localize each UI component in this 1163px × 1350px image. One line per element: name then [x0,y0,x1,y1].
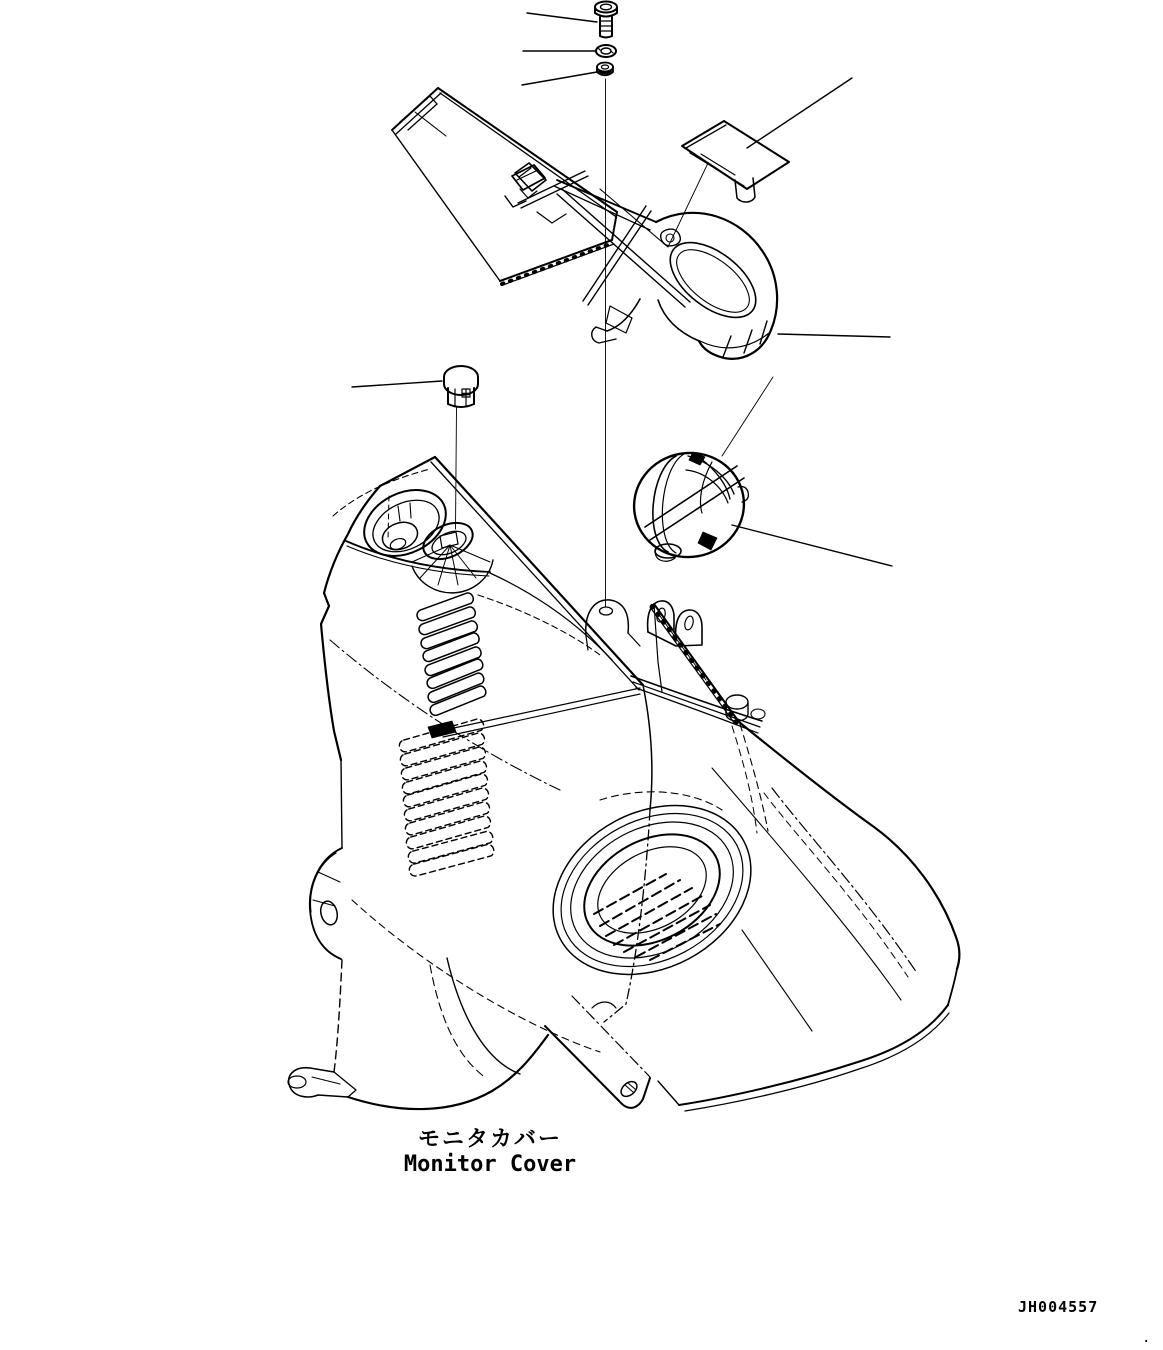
caption-japanese: モニタカバー [417,1127,562,1152]
bolt [595,2,617,38]
hole-plug [444,366,478,407]
foot-hook [288,1068,356,1097]
leader-lines [352,13,892,566]
speaker-assembly [626,444,752,566]
stray-mark: . [1142,1330,1151,1346]
monitor-cover-body [288,457,960,1111]
caption-english: Monitor Cover [403,1152,577,1177]
hose-ribs-lower [398,718,495,878]
cap-plate [682,121,789,202]
bottom-bracket [545,996,650,1108]
visor-panel [392,88,617,285]
spacer-grommet [597,63,613,76]
washer [596,45,616,57]
speaker-grille [524,772,781,1007]
drawing-number: JH004557 [1018,1298,1099,1316]
hose-ribs-upper [415,592,487,717]
left-tab [310,760,342,959]
right-recess [412,516,493,593]
projection-lines [456,79,774,607]
